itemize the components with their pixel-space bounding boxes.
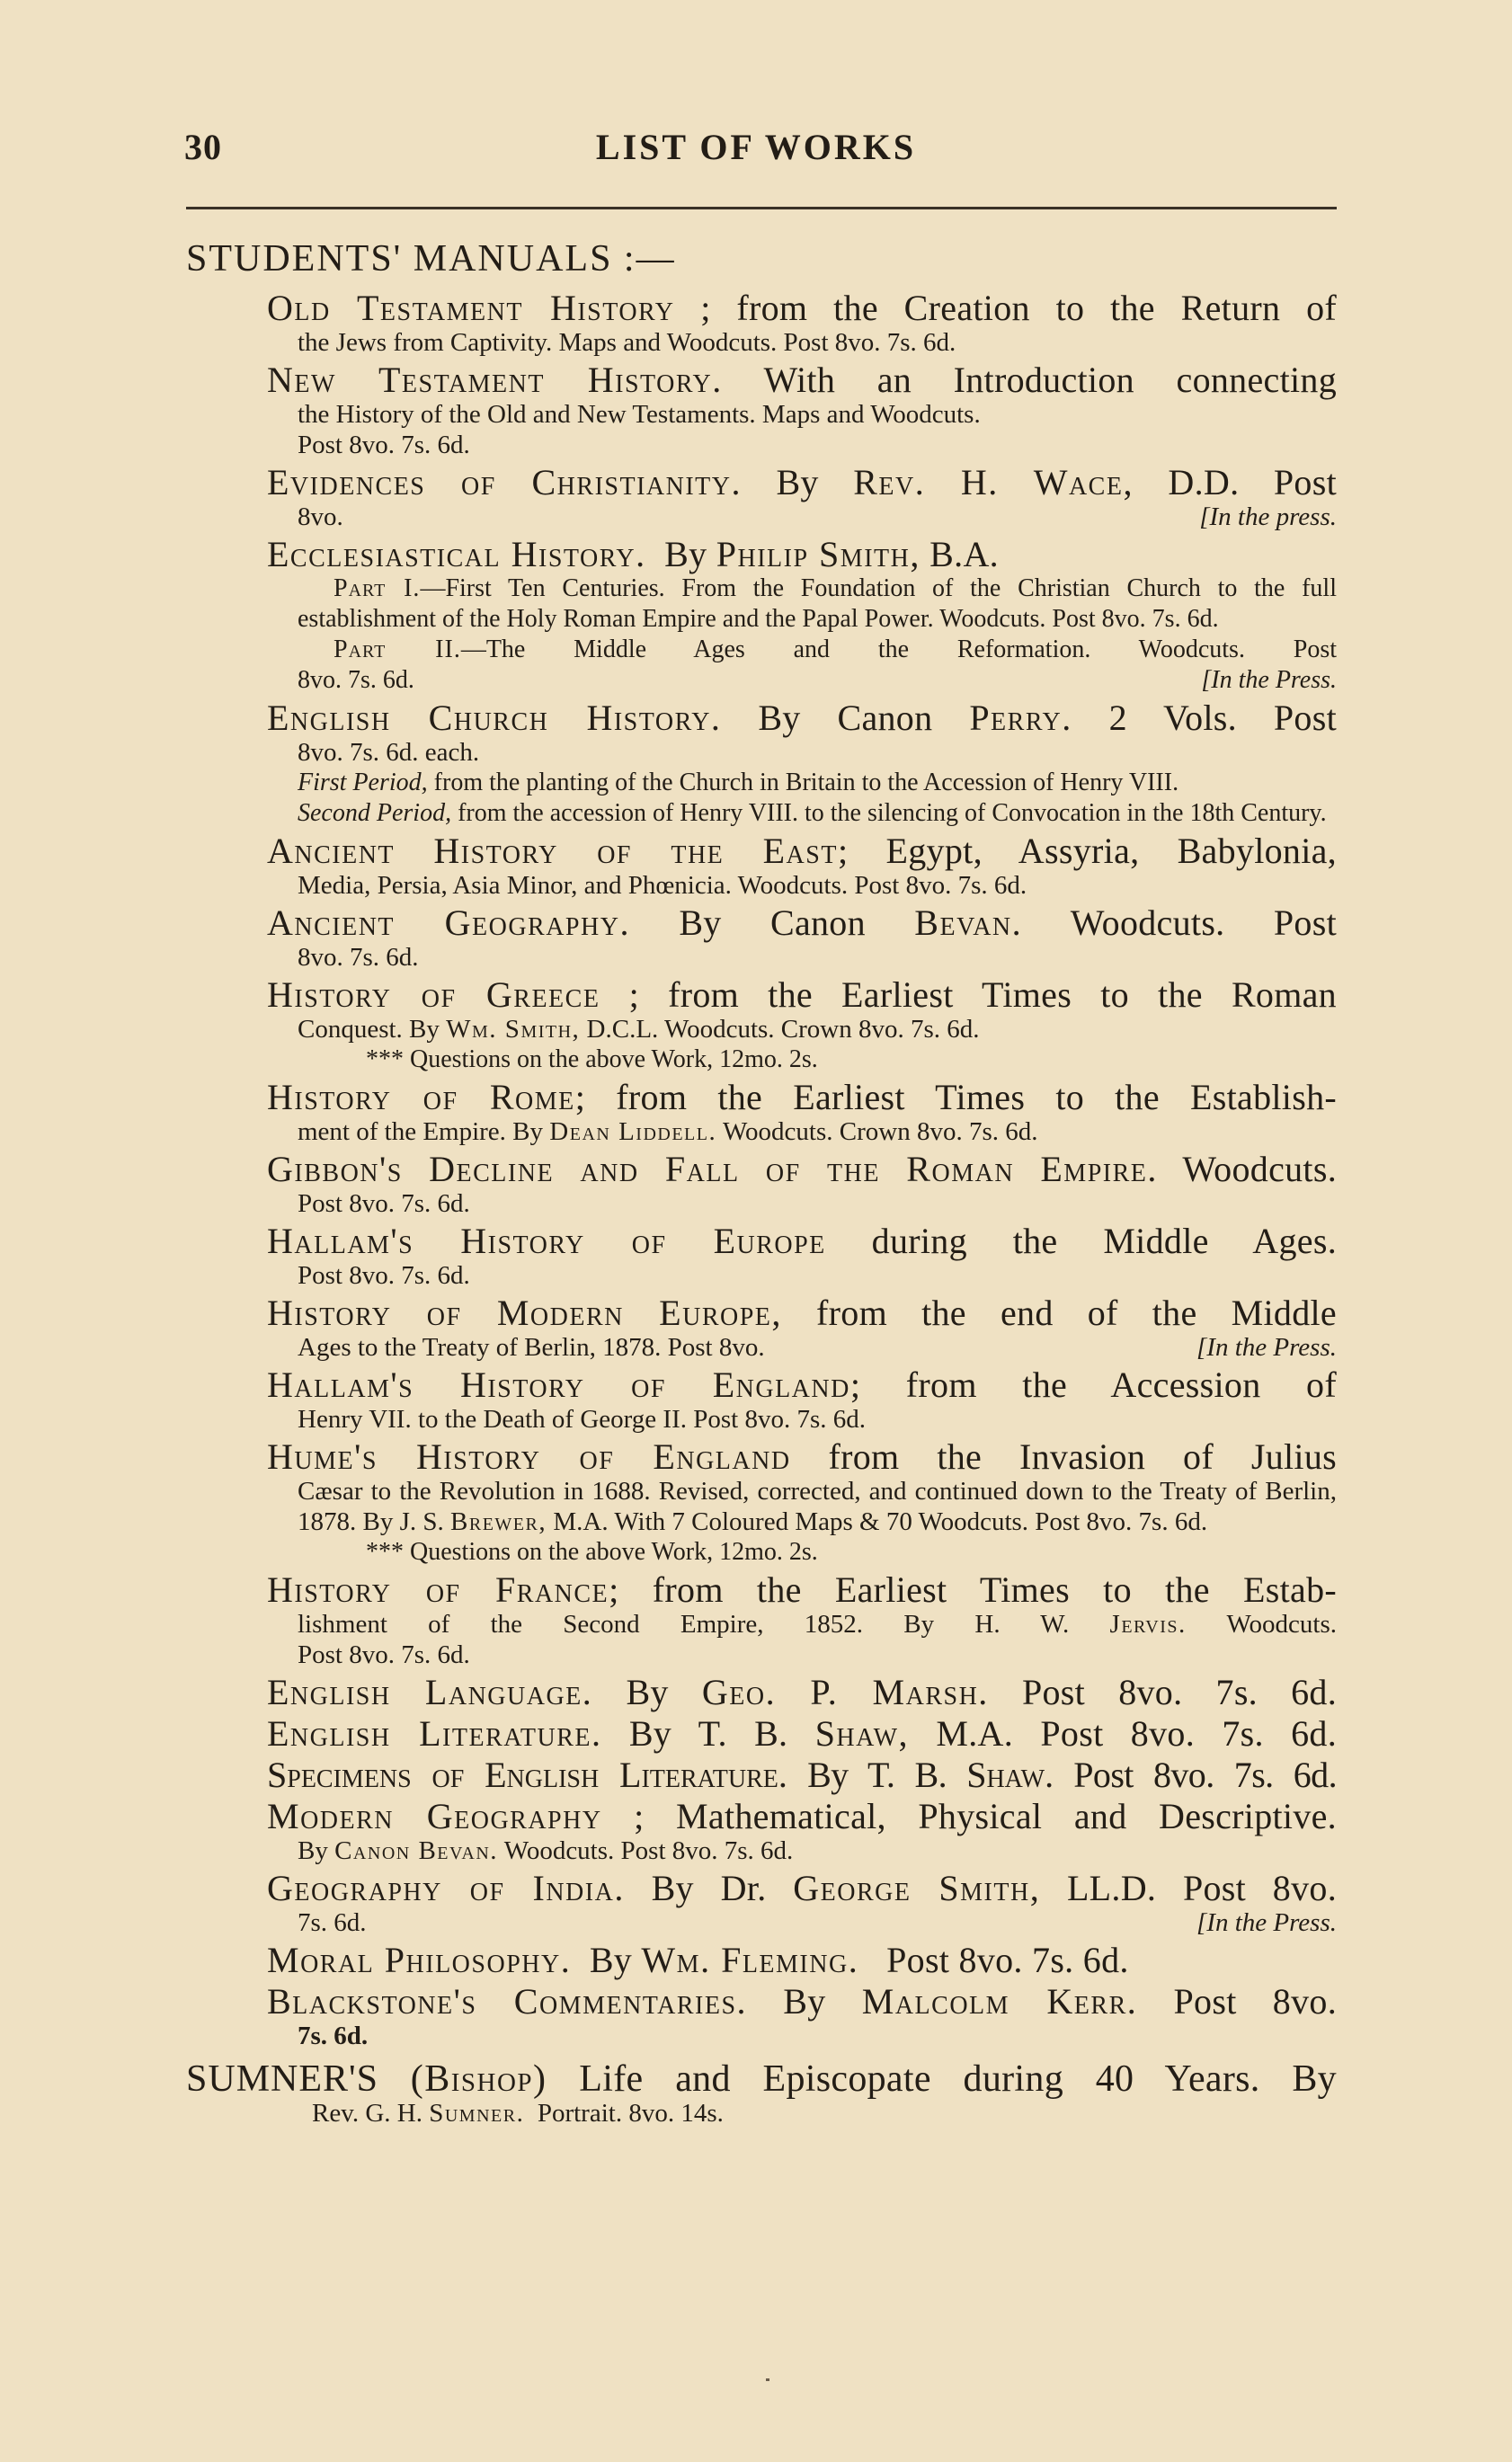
- entry-old-testament-history: [267, 289, 1337, 358]
- entry-title: Specimens of English Literature.: [267, 1755, 787, 1795]
- entry-description: M.A. Post 8vo. 7s. 6d.: [936, 1713, 1337, 1754]
- entry-description: Woodcuts.: [1182, 1149, 1337, 1189]
- entry-author: Rev. H. Wace,: [853, 462, 1134, 502]
- entry-hallams-history-of-england: [267, 1366, 1337, 1435]
- entry-author: Perry.: [969, 698, 1072, 738]
- entry-author: Wm. Fleming.: [641, 1940, 859, 1980]
- entry-author: Malcolm Kerr.: [861, 1981, 1138, 2022]
- entry-detail: 8vo. 7s. 6d.: [298, 666, 414, 694]
- questions-note: *** Questions on the above Work, 12mo. 2s.: [366, 1538, 818, 1566]
- entry-by: By: [589, 1940, 633, 1980]
- entry-by: By Dr.: [651, 1868, 767, 1908]
- entry-detail: Post 8vo. 7s. 6d.: [298, 1640, 470, 1669]
- entry-by: By: [664, 534, 707, 574]
- period-note: Second Period, from the accession of Henry VIII. to the silencing of Convocation in the 18th Century.: [298, 799, 1327, 827]
- part-note: Part II.—The Middle Ages and the Reformation. Woodcuts. Post: [334, 635, 1337, 663]
- entry-by: By T. B.: [628, 1713, 788, 1754]
- press-note: [In the press.: [1199, 502, 1337, 531]
- entry-title: History of France: [267, 1569, 609, 1610]
- print-mark: [766, 2378, 769, 2381]
- entry-history-of-rome: [267, 1079, 1337, 1147]
- entry-author: Canon Bevan.: [334, 1836, 499, 1865]
- entry-hallams-history-of-europe: [267, 1222, 1337, 1291]
- entry-english-language: [267, 1674, 1337, 1711]
- entry-title: History of Greece: [267, 974, 600, 1015]
- entry-description: D.D. Post: [1168, 462, 1337, 502]
- entry-description: from the end of the Middle: [816, 1293, 1337, 1333]
- entry-detail: Rev. G. H. Sumner. Portrait. 8vo. 14s.: [312, 2099, 724, 2128]
- entry-title: History of Modern Europe,: [267, 1293, 782, 1333]
- entry-blackstones-commentaries: [267, 1983, 1337, 2051]
- entry-detail: Cæsar to the Revolution in 1688. Revised, corrected, and continued down to the Treaty of Berlin, 1878. By J. S. Brewer, M.A. With 7 Coloured Maps & 70 Woodcuts. Post 8vo. 7s. 6d.: [298, 1477, 1337, 1536]
- questions-note: *** Questions on the above Work, 12mo. 2s.: [366, 1045, 818, 1073]
- entry-title: Ancient Geography.: [267, 902, 630, 943]
- entry-detail: Conquest. By Wm. Smith, D.C.L. Woodcuts. Crown 8vo. 7s. 6d.: [298, 1015, 980, 1044]
- catalogue-body: [186, 236, 1337, 2129]
- entry-description: B.A.: [929, 534, 999, 574]
- entry-english-church-history: [267, 699, 1337, 829]
- entry-modern-geography: [267, 1798, 1337, 1866]
- press-note: [In the Press.: [1196, 1908, 1337, 1937]
- entry-description: ; Egypt, Assyria, Babylonia,: [837, 831, 1337, 871]
- entry-author: Shaw.: [966, 1755, 1054, 1795]
- entry-description: Post 8vo.: [1173, 1981, 1337, 2022]
- entry-detail: 7s. 6d.: [298, 2022, 369, 2050]
- entry-detail: 8vo. 7s. 6d. each.: [298, 738, 480, 767]
- entry-detail: Ages to the Treaty of Berlin, 1878. Post 8vo.: [298, 1333, 765, 1362]
- entry-description: ; from the Earliest Times to the Establish-: [574, 1077, 1337, 1117]
- entry-title: Hallam's History of England: [267, 1364, 850, 1405]
- page-number: 30: [184, 127, 222, 167]
- entry-description: ; from the Accession of: [849, 1364, 1337, 1405]
- entry-ancient-history-of-the-east: [267, 832, 1337, 901]
- entry-author: Dean Liddell.: [549, 1117, 717, 1146]
- entry-history-of-greece: [267, 976, 1337, 1075]
- entry-detail: Henry VII. to the Death of George II. Post 8vo. 7s. 6d.: [298, 1405, 866, 1434]
- entry-title: SUMNER'S: [186, 2058, 378, 2100]
- entry-description: ; from the Earliest Times to the Roman: [628, 974, 1337, 1015]
- entry-description: Life and Episcopate during 40 Years. By: [579, 2058, 1337, 2100]
- entry-ecclesiastical-history: [267, 536, 1337, 696]
- entry-by: By Canon: [679, 902, 866, 943]
- entry-by: By T. B.: [807, 1755, 947, 1795]
- entry-detail: lishment of the Second Empire, 1852. By H. W. Jervis. Woodcuts.: [298, 1610, 1338, 1639]
- entry-title: English Church History.: [267, 698, 722, 738]
- entry-title: Modern Geography: [267, 1796, 602, 1836]
- entry-description: Woodcuts. Post: [1070, 902, 1337, 943]
- entry-author: Jervis.: [1109, 1610, 1187, 1639]
- entry-description: ; from the Earliest Times to the Estab-: [609, 1569, 1338, 1610]
- entry-by: By: [626, 1672, 669, 1712]
- entry-evidences-of-christianity: [267, 464, 1337, 532]
- entry-detail: 7s. 6d.: [298, 1908, 367, 1937]
- entry-detail: ment of the Empire. By Dean Liddell. Woodcuts. Crown 8vo. 7s. 6d.: [298, 1117, 1038, 1146]
- entry-detail: 8vo.: [298, 502, 343, 531]
- part-note: Part I.—First Ten Centuries. From the Foundation of the Christian Church to the full establishment of the Holy Roman Empire and the Papal Power. Woodcuts. Post 8vo. 7s. 6d.: [298, 574, 1337, 633]
- entry-description: Post 8vo. 7s. 6d.: [1021, 1672, 1338, 1712]
- entry-by: By: [776, 462, 819, 502]
- press-note: [In the Press.: [1201, 666, 1337, 694]
- entry-title: Gibbon's Decline and Fall of the Roman Empire.: [267, 1149, 1158, 1189]
- entry-description: ; from the Creation to the Return of: [700, 288, 1337, 328]
- entry-detail: Post 8vo. 7s. 6d.: [298, 431, 470, 459]
- entry-detail: Media, Persia, Asia Minor, and Phœnicia. Woodcuts. Post 8vo. 7s. 6d.: [298, 871, 1027, 900]
- entry-description: 2 Vols. Post: [1108, 698, 1337, 738]
- entry-description: during the Middle Ages.: [871, 1221, 1337, 1261]
- entry-title: History of Rome: [267, 1077, 575, 1117]
- entry-title: Evidences of Christianity.: [267, 462, 742, 502]
- entry-detail: By Canon Bevan. Woodcuts. Post 8vo. 7s. 6d.: [298, 1836, 794, 1865]
- entry-description: Post 8vo. 7s. 6d.: [886, 1940, 1129, 1980]
- entry-title: Old Testament History: [267, 288, 675, 328]
- entry-title: English Literature.: [267, 1713, 602, 1754]
- entry-humes-history-of-england: [267, 1438, 1337, 1568]
- entry-description: ; Mathematical, Physical and Descriptive.: [634, 1796, 1337, 1836]
- entry-author: Brewer,: [450, 1507, 547, 1536]
- press-note: [In the Press.: [1196, 1333, 1337, 1362]
- entry-title: Blackstone's Commentaries.: [267, 1981, 748, 2022]
- entry-detail: 8vo. 7s. 6d.: [298, 943, 419, 972]
- entry-author: Philip Smith,: [716, 534, 921, 574]
- entry-description: from the Invasion of Julius: [828, 1436, 1337, 1477]
- entry-english-literature: [267, 1715, 1337, 1753]
- period-note: First Period, from the planting of the Church in Britain to the Accession of Henry VIII.: [298, 769, 1179, 796]
- page-header: [0, 126, 1512, 174]
- entry-author: George Smith,: [793, 1868, 1041, 1908]
- entry-description: With an Introduction connecting: [763, 360, 1337, 400]
- entry-detail: Post 8vo. 7s. 6d.: [298, 1261, 470, 1290]
- entry-description: Post 8vo. 7s. 6d.: [1073, 1755, 1337, 1795]
- entry-title: Ecclesiastical History.: [267, 534, 646, 574]
- running-title: LIST OF WORKS: [595, 127, 917, 167]
- header-rule: [186, 207, 1337, 209]
- entry-by: By Canon: [758, 698, 933, 738]
- entry-description: LL.D. Post 8vo.: [1066, 1868, 1338, 1908]
- entry-title: Geography of India.: [267, 1868, 625, 1908]
- entry-by: By: [783, 1981, 826, 2022]
- entry-ancient-geography: [267, 904, 1337, 973]
- entry-title: Hume's History of England: [267, 1436, 791, 1477]
- entry-author: Sumner.: [429, 2099, 525, 2128]
- entry-history-of-france: [267, 1571, 1337, 1670]
- entry-title: English Language.: [267, 1672, 593, 1712]
- entry-detail: the Jews from Captivity. Maps and Woodcuts. Post 8vo. 7s. 6d.: [298, 328, 956, 357]
- entry-title: New Testament History.: [267, 360, 723, 400]
- section-title: STUDENTS' MANUALS :—: [186, 238, 676, 280]
- entry-qualifier: (Bishop): [410, 2058, 547, 2100]
- entry-moral-philosophy: [267, 1942, 1337, 1979]
- entry-title: Hallam's History of Europe: [267, 1221, 826, 1261]
- entry-gibbons-decline-and-fall: [267, 1151, 1337, 1219]
- entry-detail: the History of the Old and New Testaments. Maps and Woodcuts.: [298, 400, 981, 429]
- entry-specimens-of-english-literature: [267, 1756, 1337, 1794]
- entry-detail: Post 8vo. 7s. 6d.: [298, 1189, 470, 1218]
- entry-geography-of-india: [267, 1870, 1337, 1938]
- entry-title: Moral Philosophy.: [267, 1940, 572, 1980]
- entry-author: Shaw,: [814, 1713, 910, 1754]
- entry-author: Bevan.: [914, 902, 1023, 943]
- entry-author: Geo. P. Marsh.: [701, 1672, 989, 1712]
- entry-history-of-modern-europe: [267, 1294, 1337, 1363]
- entry-author: Wm. Smith,: [446, 1015, 581, 1044]
- entry-sumner-life-and-episcopate: [186, 2060, 1337, 2129]
- entry-new-testament-history: [267, 361, 1337, 460]
- entry-title: Ancient History of the East: [267, 831, 838, 871]
